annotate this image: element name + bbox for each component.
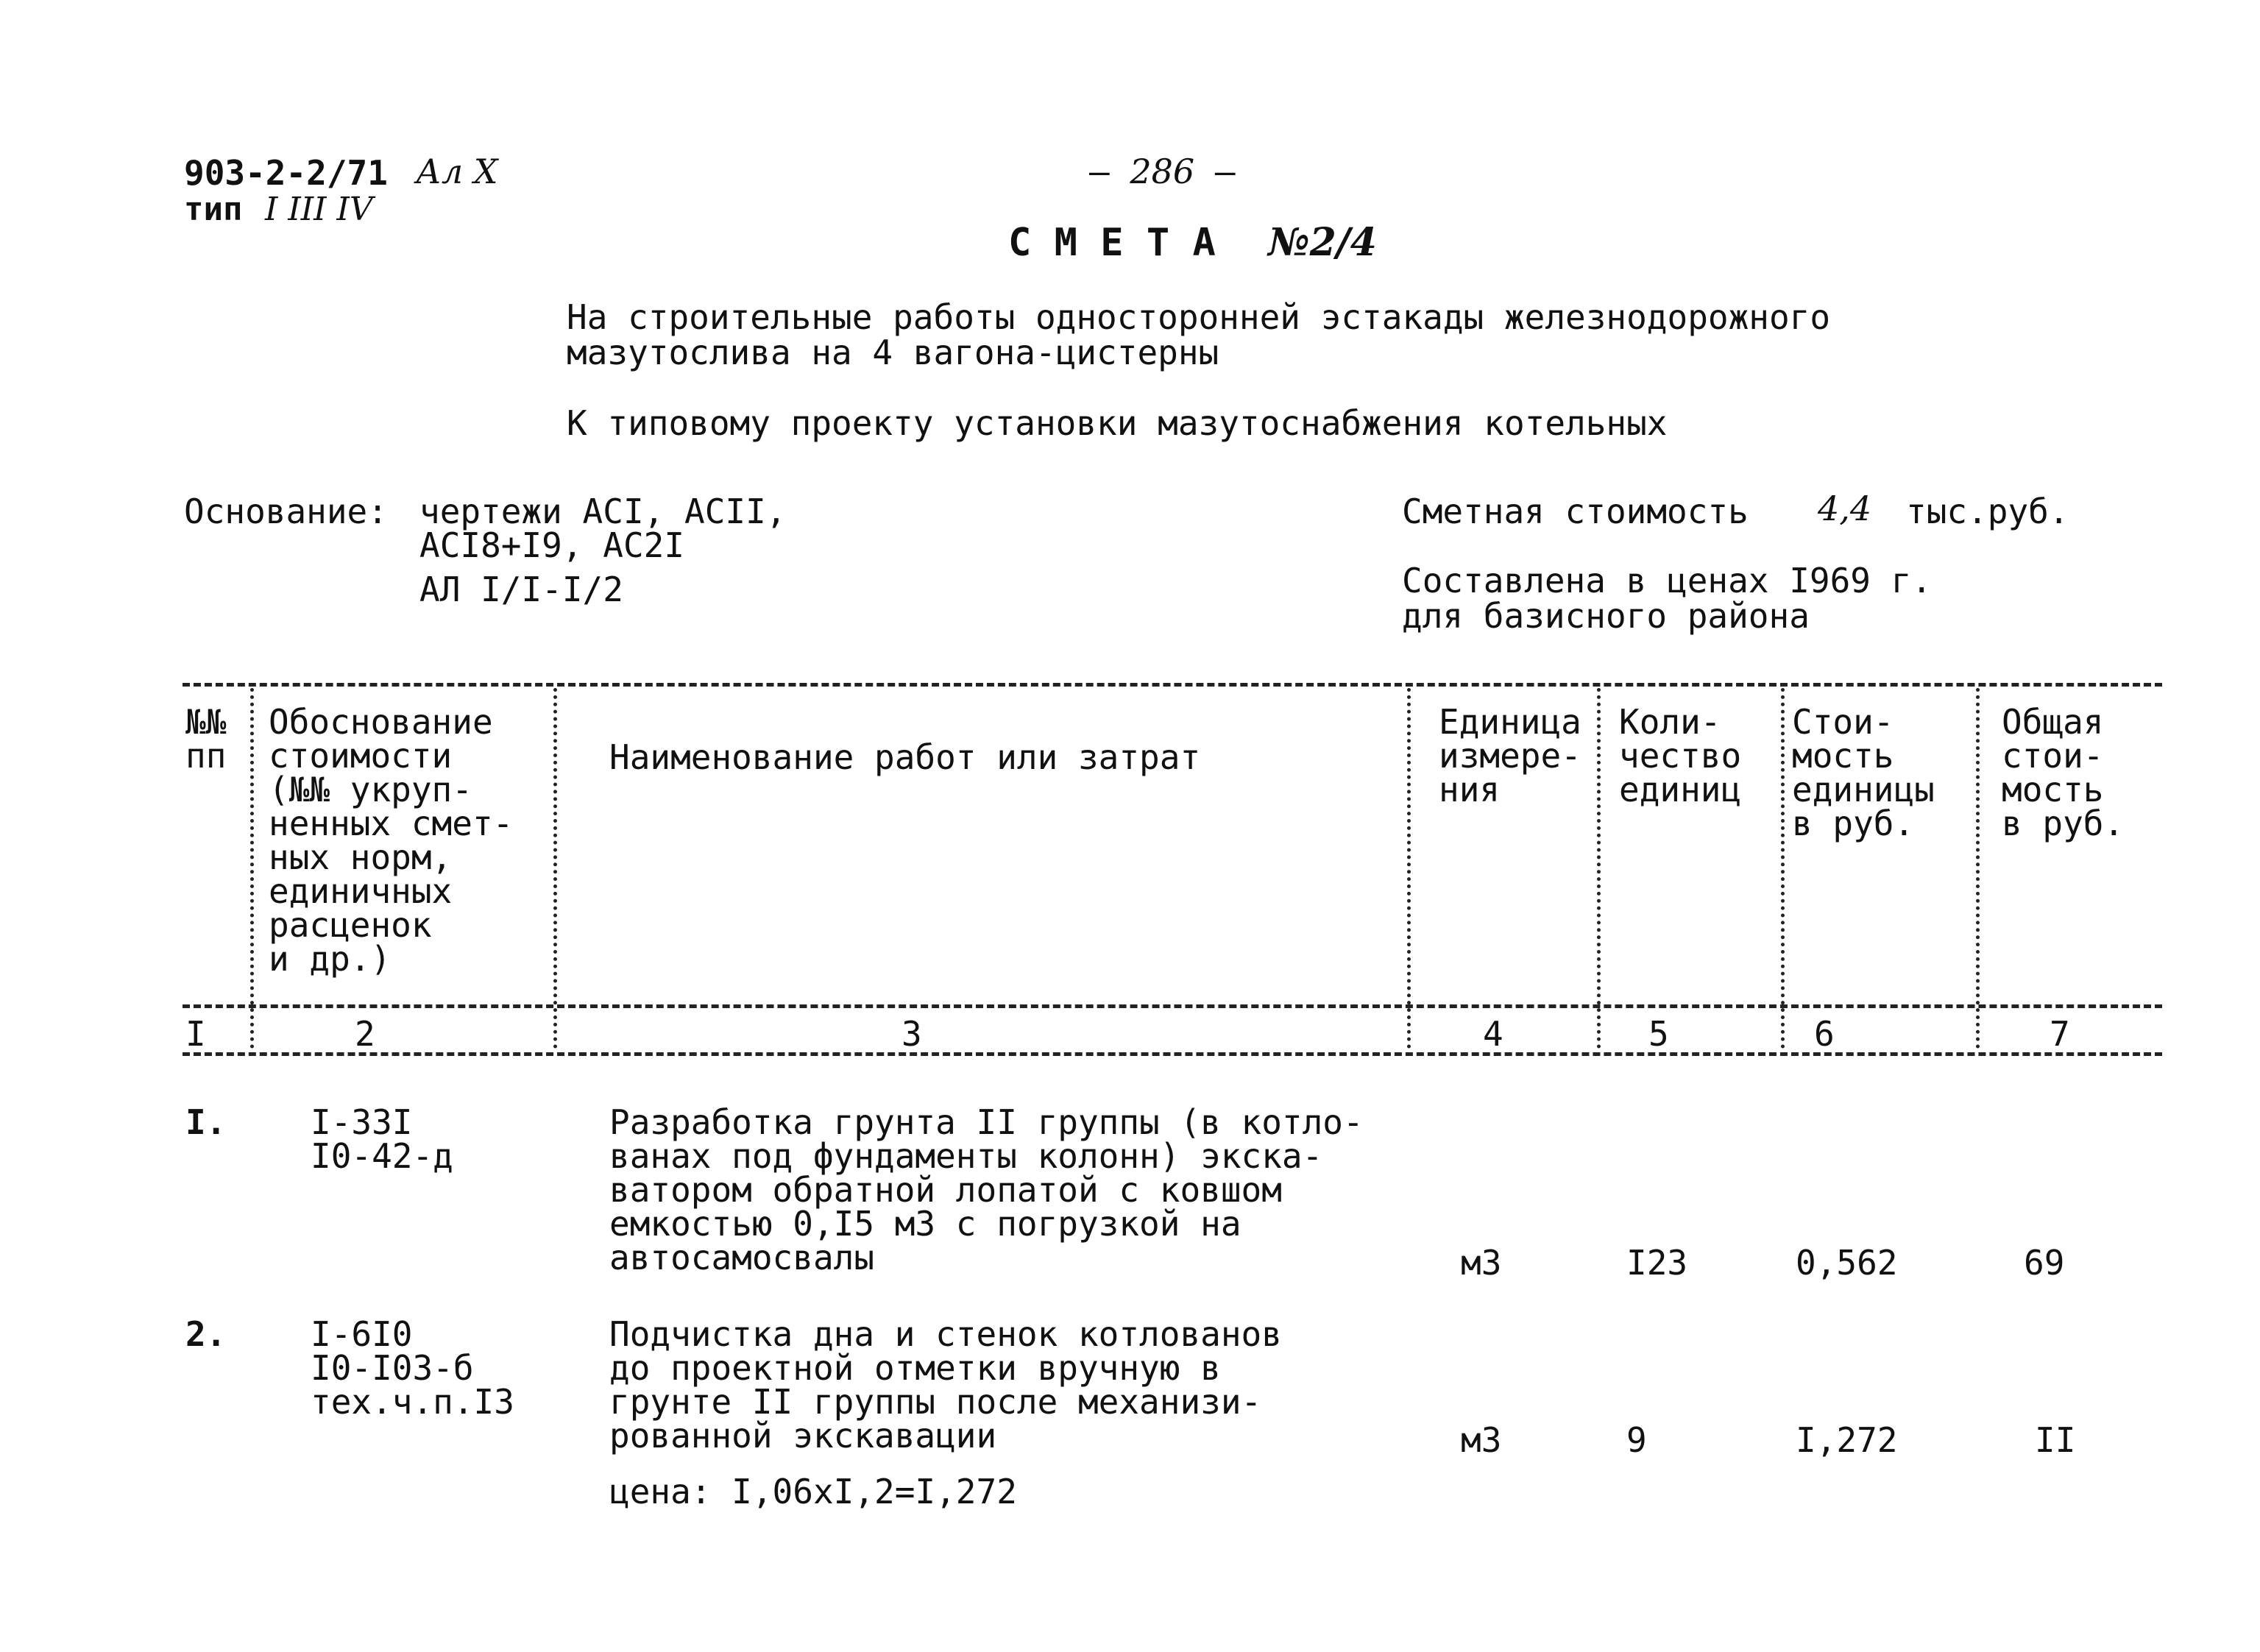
basis-line-2: АСI8+I9, АС2I [419,525,685,565]
row-total: II [2035,1420,2076,1460]
col-divider-2 [553,688,557,1049]
row-number: I. [185,1102,227,1142]
basis-line-3: АЛ I/I-I/2 [419,570,623,609]
col-divider-3 [1407,688,1411,1049]
header-basis: Обоснование стоимости (№№ укруп- ненных смет- ных норм, единичных расценок и др.) [269,702,514,979]
estimated-cost-unit: тыс.руб. [1906,492,2069,531]
page-number-row [1089,152,1236,191]
header-total: Общая стои- мость в руб. [2002,702,2125,843]
column-number-7: 7 [2050,1014,2070,1054]
row-basis: I-6I0 I0-I03-б тех.ч.п.I3 [311,1314,514,1422]
document-code-handwritten: Ал Х [416,152,498,191]
title-prefix: С М Е Т А [1008,221,1216,265]
column-number-6: 6 [1814,1014,1835,1054]
header-num: №№ пп [185,702,227,776]
col-divider-5 [1781,688,1785,1049]
row-total: 69 [2024,1243,2065,1283]
row-unit-cost: I,272 [1796,1420,1898,1460]
dash-left: — [1089,152,1130,191]
basis-line-1: чертежи АСI, АСII, [419,492,787,531]
col-divider-1 [250,688,254,1049]
subtitle-line-2: мазутослива на 4 вагона-цистерны [567,333,1219,372]
row-unit: м3 [1461,1420,1502,1460]
dash-right: — [1194,152,1236,191]
header-unit-cost: Стои- мость единицы в руб. [1792,702,1935,843]
estimated-cost-label: Сметная стоимость [1402,492,1749,531]
row-basis: I-33I I0-42-д [311,1102,453,1176]
page-number: 286 [1130,152,1195,191]
project-line: К типовому проекту установки мазутоснабжения котельных [567,403,1668,443]
title-number: №2/4 [1268,220,1377,265]
row-qty: I23 [1626,1243,1688,1283]
row-unit-cost: 0,562 [1796,1243,1898,1283]
type-label: тип [184,191,243,228]
col-divider-6 [1976,688,1980,1049]
subtitle-line-1: На строительные работы односторонней эстакады железнодорожного [567,297,1831,337]
header-qty: Коли- чество единиц [1619,702,1742,809]
table-header-rule [183,1004,2162,1008]
basis-label: Основание: [184,492,388,531]
table-top-rule [183,683,2162,687]
prices-line-2: для базисного района [1402,596,1810,636]
estimated-cost-value: 4,4 [1818,489,1872,528]
row-price-note: цена: I,06хI,2=I,272 [609,1472,1017,1511]
row-qty: 9 [1626,1420,1647,1460]
header-name: Наименование работ или затрат [609,737,1201,777]
column-number-4: 4 [1483,1014,1503,1054]
row-number: 2. [185,1314,227,1354]
row-name: Разработка грунта II группы (в котло- ванах под фундаменты колонн) экска- ватором обратной лопатой с ковшом емкостью 0,I5 м3 с погрузкой на автосамосвалы [609,1102,1364,1277]
column-number-2: 2 [355,1014,375,1054]
type-handwritten: I ІІІ IV [265,191,373,228]
document-title [1008,222,1377,263]
column-number-1: I [185,1014,206,1054]
row-unit: м3 [1461,1243,1502,1283]
column-number-3: 3 [901,1014,922,1054]
prices-line-1: Составлена в ценах I969 г. [1402,561,1933,600]
row-name: Подчистка дна и стенок котлованов до проектной отметки вручную в грунте II группы после механизи- рованной экскавации [609,1314,1282,1456]
col-divider-4 [1597,688,1601,1049]
document-code: 903-2-2/71 [184,153,388,193]
table-number-rule [183,1052,2162,1056]
column-number-5: 5 [1648,1014,1669,1054]
header-unit: Единица измере- ния [1439,702,1581,809]
